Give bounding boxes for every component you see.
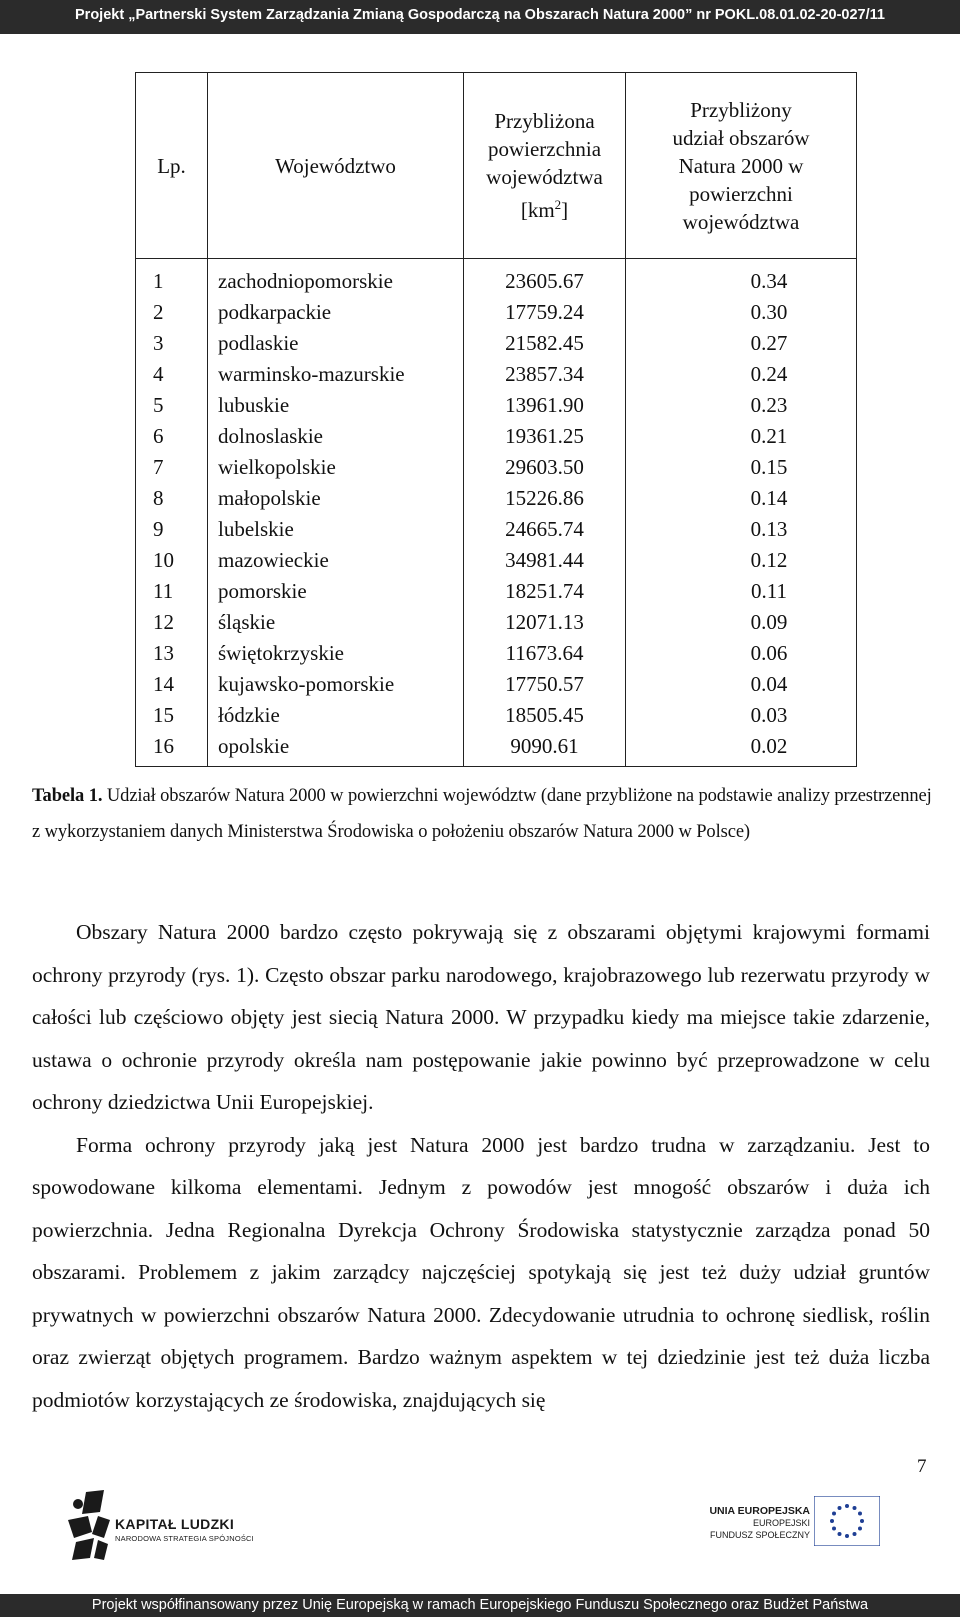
cell-voivodeship: opolskie <box>208 731 464 767</box>
eu-star-icon <box>858 1527 862 1531</box>
cell-lp: 16 <box>136 731 208 767</box>
table-row <box>136 259 857 298</box>
cell-voivodeship: kujawsko-pomorskie <box>208 669 464 700</box>
cell-share: 0.06 <box>626 638 857 669</box>
table-row <box>136 328 857 359</box>
cell-lp: 12 <box>136 607 208 638</box>
document-header <box>0 0 960 34</box>
cell-area: 21582.45 <box>464 328 626 359</box>
table-row <box>136 576 857 607</box>
cell-area: 13961.90 <box>464 390 626 421</box>
cell-voivodeship: lubuskie <box>208 390 464 421</box>
kapital-ludzki-text <box>115 1516 254 1543</box>
cell-share: 0.09 <box>626 607 857 638</box>
document-footer <box>0 1594 960 1617</box>
table-row <box>136 700 857 731</box>
body-text <box>32 911 930 1421</box>
table-body <box>136 259 857 767</box>
cell-voivodeship: lubelskie <box>208 514 464 545</box>
cell-share: 0.04 <box>626 669 857 700</box>
eu-star-icon <box>830 1519 834 1523</box>
cell-share: 0.13 <box>626 514 857 545</box>
cell-voivodeship: podkarpackie <box>208 297 464 328</box>
cell-lp: 9 <box>136 514 208 545</box>
cell-lp: 7 <box>136 452 208 483</box>
cell-lp: 15 <box>136 700 208 731</box>
cell-share: 0.15 <box>626 452 857 483</box>
eu-star-icon <box>860 1519 864 1523</box>
cell-area: 24665.74 <box>464 514 626 545</box>
eu-star-icon <box>838 1506 842 1510</box>
eu-star-icon <box>845 1534 849 1538</box>
table-row <box>136 731 857 767</box>
table-row <box>136 607 857 638</box>
eu-flag-icon <box>814 1496 880 1546</box>
caption-text: Udział obszarów Natura 2000 w powierzchni województw (dane przybliżone na podstawie analizy przestrzennej z wykorzystaniem danych Ministerstwa Środowiska o położeniu obszarów Natura 2000 w Polsce) <box>32 786 932 842</box>
eu-line-3: FUNDUSZ SPOŁECZNY <box>709 1530 810 1540</box>
eu-star-icon <box>858 1512 862 1516</box>
cell-voivodeship: podlaskie <box>208 328 464 359</box>
eu-star-icon <box>853 1506 857 1510</box>
cell-area: 17759.24 <box>464 297 626 328</box>
header-area: Przybliżona powierzchnia województwa $[km^2]$ <box>464 73 626 259</box>
table-row <box>136 638 857 669</box>
eu-fund-text <box>700 1505 810 1541</box>
table-row <box>136 483 857 514</box>
project-title: Projekt „Partnerski System Zarządzania Zmianą Gospodarczą na Obszarach Natura 2000” nr POKL.08.01.02-20-027/11 <box>75 7 885 23</box>
eu-line-2: EUROPEJSKI <box>752 1518 810 1528</box>
cell-share: 0.14 <box>626 483 857 514</box>
cell-share: 0.24 <box>626 359 857 390</box>
eu-star-icon <box>853 1532 857 1536</box>
cell-lp: 1 <box>136 259 208 298</box>
cell-lp: 14 <box>136 669 208 700</box>
cell-share: 0.02 <box>626 731 857 767</box>
table-row <box>136 545 857 576</box>
cell-voivodeship: wielkopolskie <box>208 452 464 483</box>
cell-area: 19361.25 <box>464 421 626 452</box>
cell-area: 34981.44 <box>464 545 626 576</box>
cell-area: 17750.57 <box>464 669 626 700</box>
cell-share: 0.21 <box>626 421 857 452</box>
cell-voivodeship: małopolskie <box>208 483 464 514</box>
table-row <box>136 297 857 328</box>
paragraph-2: Forma ochrony przyrody jaką jest Natura 2000 jest bardzo trudna w zarządzaniu. Jest to spowodowane kilkoma elementami. Jednym z powodów jest mnogość obszarów i duża ich powierzchnia. Jedna Regionalna Dyrekcja Ochrony Środowiska statystycznie zarządza ponad 50 obszarami. Problemem z jakim zarządcy najczęściej spotykają się jest też duży udział gruntów prywatnych w powierzchni obszarów Natura 2000. Zdecydowanie utrudnia to ochronę siedlisk, roślin oraz zwierząt objętych programem. Bardzo ważnym aspektem w tej dziedzinie jest też duża liczba podmiotów korzystających ze środowiska, znajdujących się <box>32 1132 930 1412</box>
cell-lp: 4 <box>136 359 208 390</box>
eu-star-icon <box>832 1512 836 1516</box>
header-voivodeship: Województwo <box>208 73 464 259</box>
cell-area: 11673.64 <box>464 638 626 669</box>
table-row <box>136 390 857 421</box>
cell-voivodeship: pomorskie <box>208 576 464 607</box>
table-caption <box>32 778 932 850</box>
header-share: Przybliżony udział obszarów Natura 2000 w powierzchni województwa <box>626 73 857 259</box>
table-row <box>136 669 857 700</box>
cell-share: 0.23 <box>626 390 857 421</box>
cell-area: 23857.34 <box>464 359 626 390</box>
cell-voivodeship: zachodniopomorskie <box>208 259 464 298</box>
cell-share: 0.34 <box>626 259 857 298</box>
cell-voivodeship: warminsko-mazurskie <box>208 359 464 390</box>
cell-share: 0.27 <box>626 328 857 359</box>
cell-share: 0.30 <box>626 297 857 328</box>
eu-star-icon <box>845 1504 849 1508</box>
table-row <box>136 421 857 452</box>
cell-lp: 11 <box>136 576 208 607</box>
logo-subtitle: NARODOWA STRATEGIA SPÓJNOŚCI <box>115 1534 254 1543</box>
table-row <box>136 452 857 483</box>
cell-voivodeship: dolnoslaskie <box>208 421 464 452</box>
cell-lp: 13 <box>136 638 208 669</box>
cell-lp: 6 <box>136 421 208 452</box>
footer-text: Projekt współfinansowany przez Unię Europejską w ramach Europejskiego Funduszu Społecznego oraz Budżet Państwa <box>91 1597 869 1613</box>
table-row <box>136 514 857 545</box>
cell-lp: 8 <box>136 483 208 514</box>
cell-voivodeship: świętokrzyskie <box>208 638 464 669</box>
eu-star-icon <box>832 1527 836 1531</box>
header-lp: Lp. <box>136 73 208 259</box>
natura-share-table <box>135 72 857 767</box>
cell-area: 9090.61 <box>464 731 626 767</box>
eu-line-1: UNIA EUROPEJSKA <box>709 1505 810 1517</box>
cell-area: 12071.13 <box>464 607 626 638</box>
cell-voivodeship: łódzkie <box>208 700 464 731</box>
cell-area: 23605.67 <box>464 259 626 298</box>
logo-title: KAPITAŁ LUDZKI <box>115 1516 235 1532</box>
cell-area: 18251.74 <box>464 576 626 607</box>
cell-lp: 2 <box>136 297 208 328</box>
cell-lp: 10 <box>136 545 208 576</box>
kapital-ludzki-emblem-icon <box>68 1490 110 1560</box>
eu-star-icon <box>838 1532 842 1536</box>
cell-voivodeship: śląskie <box>208 607 464 638</box>
paragraph-1: Obszary Natura 2000 bardzo często pokrywają się z obszarami objętymi krajowymi formami ochrony przyrody (rys. 1). Często obszar parku narodowego, krajobrazowego lub rezerwatu przyrody w całości lub częściowo objęty jest siecią Natura 2000. W przypadku kiedy ma miejsce takie zdarzenie, ustawa o ochronie przyrody określa nam postępowanie jakie powinno być przeprowadzone w celu ochrony dziedzictwa Unii Europejskiej. <box>32 920 930 1114</box>
cell-lp: 5 <box>136 390 208 421</box>
cell-share: 0.12 <box>626 545 857 576</box>
cell-share: 0.03 <box>626 700 857 731</box>
table-row <box>136 359 857 390</box>
cell-area: 15226.86 <box>464 483 626 514</box>
cell-area: 29603.50 <box>464 452 626 483</box>
cell-area: 18505.45 <box>464 700 626 731</box>
page-number: 7 <box>917 1456 927 1477</box>
caption-label: Tabela 1. <box>32 786 103 806</box>
table-header-row <box>136 73 857 259</box>
cell-share: 0.11 <box>626 576 857 607</box>
cell-voivodeship: mazowieckie <box>208 545 464 576</box>
cell-lp: 3 <box>136 328 208 359</box>
